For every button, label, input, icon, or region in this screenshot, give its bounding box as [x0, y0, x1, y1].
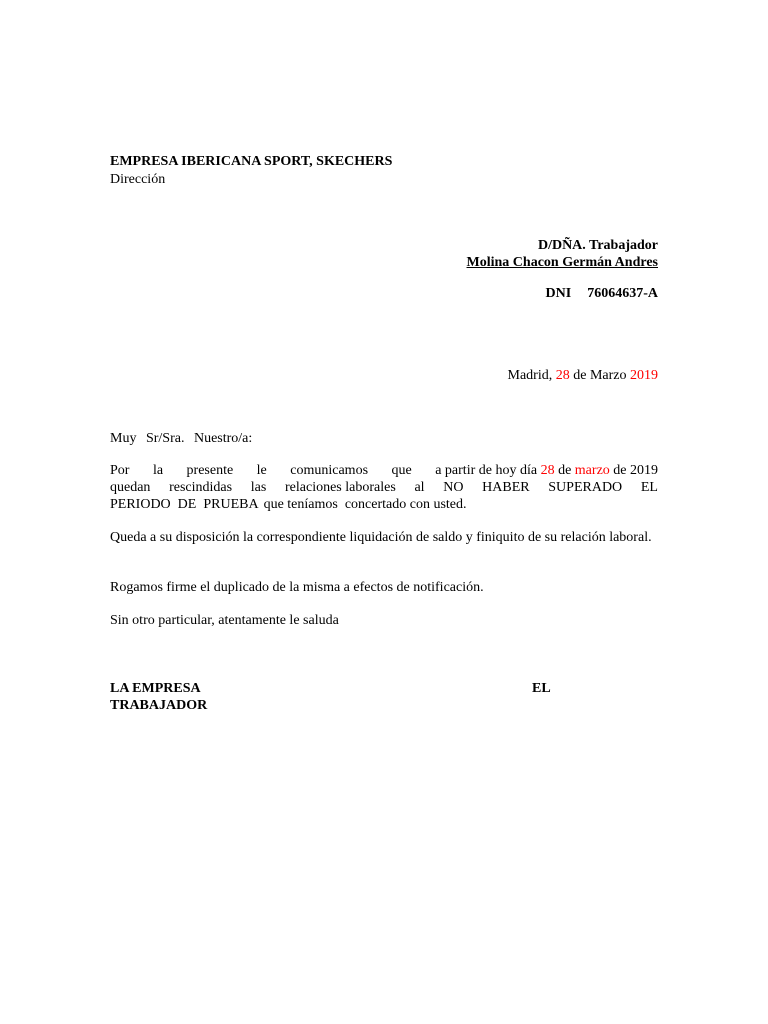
- recipient-title: D/DÑA. Trabajador: [537, 238, 658, 253]
- text-run: comunicamos: [290, 463, 369, 478]
- paragraph-notice-line-1: [110, 462, 658, 479]
- date-city: Madrid,: [507, 368, 553, 383]
- company-address: Dirección: [110, 172, 166, 187]
- greeting-word-1: Muy: [110, 431, 137, 446]
- paragraph-closing: Sin otro particular, atentamente le saluda: [110, 613, 339, 628]
- text-run: a partir de hoy día: [435, 463, 538, 478]
- dni-line: [546, 285, 658, 302]
- recipient-name: Molina Chacon Germán Andres: [466, 255, 658, 270]
- text-run: EL: [640, 480, 658, 495]
- company-name: EMPRESA IBERICANA SPORT, SKECHERS: [110, 154, 393, 169]
- text-run: que teníamos concertado con usted.: [263, 497, 467, 512]
- date-line: [508, 367, 658, 384]
- dni-value: 76064637-A: [587, 286, 658, 301]
- paragraph-notice: [110, 462, 658, 513]
- text-run: presente: [186, 463, 234, 478]
- text-run: PERIODO DE PRUEBA: [110, 497, 259, 512]
- paragraph-notice-line-2: [110, 479, 658, 496]
- signature-company: LA EMPRESA: [110, 681, 201, 696]
- highlight-month: marzo: [574, 463, 610, 478]
- date-month: de Marzo: [573, 368, 627, 383]
- text-run: las: [250, 480, 267, 495]
- paragraph-settlement: Queda a su disposición la correspondiente liquidación de saldo y finiquito de su relación laboral.: [110, 530, 652, 545]
- text-run: rescindidas: [169, 480, 233, 495]
- text-run: le: [256, 463, 267, 478]
- paragraph-notice-line-3: [110, 496, 658, 513]
- text-run: de 2019: [613, 463, 658, 478]
- text-run: que: [391, 463, 412, 478]
- text-run: quedan: [110, 480, 151, 495]
- date-year: 2019: [630, 368, 658, 383]
- text-run: NO: [443, 480, 464, 495]
- text-run-group: [435, 462, 658, 479]
- greeting-word-3: Nuestro/a:: [193, 431, 253, 446]
- paragraph-signature-request: Rogamos firme el duplicado de la misma a efectos de notificación.: [110, 580, 484, 595]
- text-run: al: [414, 480, 425, 495]
- text-run: Por: [110, 463, 130, 478]
- signature-worker-part-1: EL: [532, 681, 551, 696]
- highlight-day: 28: [540, 463, 555, 478]
- greeting: [110, 430, 252, 447]
- text-run: SUPERADO: [548, 480, 623, 495]
- recipient-block: [467, 237, 658, 271]
- text-run: la: [152, 463, 164, 478]
- text-run: de: [558, 463, 572, 478]
- date-day: 28: [555, 368, 570, 383]
- greeting-word-2: Sr/Sra.: [145, 431, 185, 446]
- text-run: HABER: [482, 480, 530, 495]
- dni-label: DNI: [545, 286, 572, 301]
- signature-worker-part-2: TRABAJADOR: [110, 698, 208, 713]
- text-run: relaciones laborales: [285, 480, 396, 495]
